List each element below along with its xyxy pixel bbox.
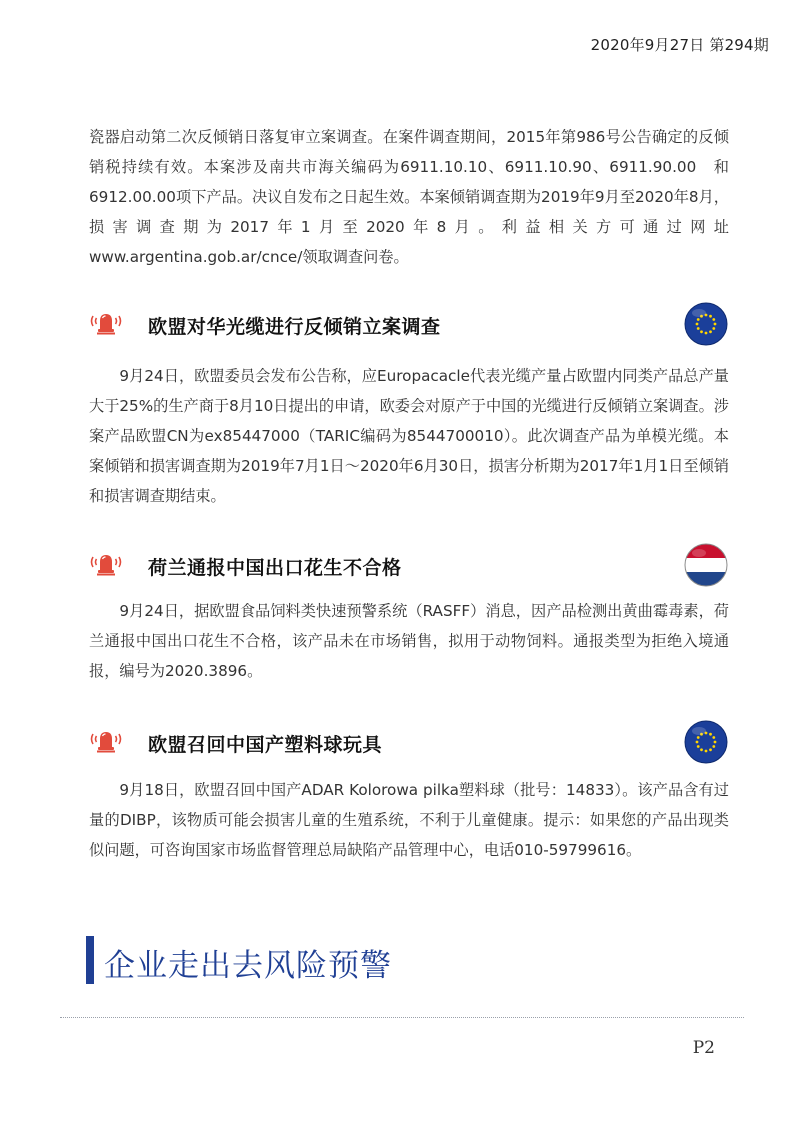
alarm-bell-icon: [88, 310, 124, 336]
section-title: 荷兰通报中国出口花生不合格: [148, 557, 402, 579]
eu-flag-icon: [684, 720, 728, 764]
footer-divider: [60, 1017, 744, 1018]
issue-date: 2020年9月27日 第294期: [590, 36, 769, 54]
alarm-bell-icon: [88, 728, 124, 754]
netherlands-flag-icon: [684, 543, 728, 587]
section-header: [88, 302, 728, 348]
section-body: 9月18日，欧盟召回中国产ADAR Kolorowa pilka塑料球（批号：14833）。该产品含有过量的DIBP，该物质可能会损害儿童的生殖系统，不利于儿童健康。提示：如果您的产品出现类似问题，可咨询国家市场监督管理总局缺陷产品管理中心，电话010-59799616。: [89, 781, 729, 859]
section-body: 9月24日，欧盟委员会发布公告称，应Europacacle代表光缆产量占欧盟内同类产品总产量大于25%的生产商于8月10日提出的申请，欧委会对原产于中国的光缆进行反倾销立案调查。涉案产品欧盟CN为ex85447000（TARIC编码为8544700010）。此次调查产品为单模光缆。本案倾销和损害调查期为2019年7月1日～2020年6月30日，损害分析期为2017年1月1日至倾销和损害调查期结束。: [89, 367, 729, 505]
section-title: 欧盟召回中国产塑料球玩具: [148, 734, 383, 756]
section-header: [88, 720, 728, 766]
page-number: P2: [692, 1038, 715, 1058]
section-header: [88, 543, 728, 589]
alarm-bell-icon: [88, 551, 124, 577]
chapter-heading: 企业走出去风险预警: [104, 948, 392, 984]
intro-paragraph: 瓷器启动第二次反倾销日落复审立案调查。在案件调查期间，2015年第986号公告确定的反倾销税持续有效。本案涉及南共市海关编码为6911.10.10、6911.10.90、6911.90.00 和6912.00.00项下产品。决议自发布之日起生效。本案倾销调查期为2019年9月至2020年8月，损害调查期为2017年1月至2020年8月。利益相关方可通过网址www.argentina.gob.ar/cnce/领取调查问卷。: [89, 128, 729, 266]
section-title: 欧盟对华光缆进行反倾销立案调查: [148, 316, 441, 338]
eu-flag-icon: [684, 302, 728, 346]
heading-accent-bar: [86, 936, 94, 984]
section-body: 9月24日，据欧盟食品饲料类快速预警系统（RASFF）消息，因产品检测出黄曲霉毒素，荷兰通报中国出口花生不合格，该产品未在市场销售，拟用于动物饲料。通报类型为拒绝入境通报，编号为2020.3896。: [89, 602, 729, 680]
